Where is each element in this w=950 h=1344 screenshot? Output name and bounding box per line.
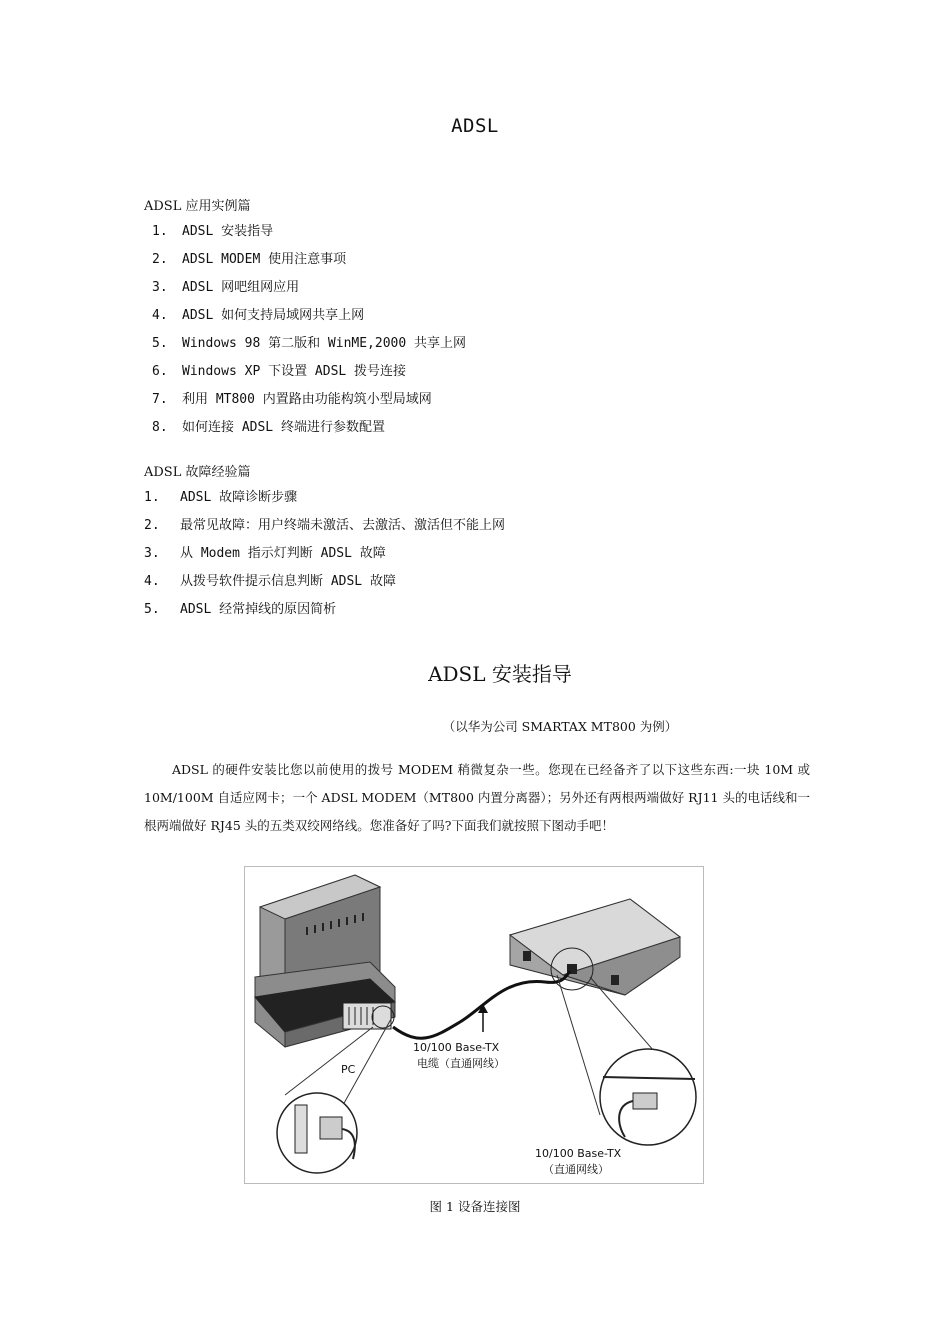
toc-number: 3. [152,280,168,295]
toc-text: 利用 MT800 内置路由功能构筑小型局域网 [182,392,432,407]
toc-number: 3. [144,546,160,561]
toc-text: ADSL 网吧组网应用 [182,280,300,295]
toc-text: Windows 98 第二版和 WinME,2000 共享上网 [182,336,467,351]
toc-item[interactable] [144,358,824,386]
bottom-label-bottom: （直通网线） [543,1163,609,1176]
section-heading: ADSL 故障经验篇 [144,465,251,480]
toc-number: 4. [152,308,168,323]
toc-text: Windows XP 下设置 ADSL 拨号连接 [182,364,407,379]
toc-text: ADSL 如何支持局域网共享上网 [182,308,365,323]
toc-text: ADSL 安装指导 [182,224,274,239]
toc-number: 1. [144,490,160,505]
toc-number: 6. [152,364,168,379]
toc-item[interactable] [144,246,824,274]
toc-number: 7. [152,392,168,407]
toc-item[interactable] [144,540,824,568]
toc-application-section [144,196,824,442]
toc-number: 8. [152,420,168,435]
toc-number: 2. [144,518,160,533]
toc-text: 从拨号软件提示信息判断 ADSL 故障 [180,574,396,589]
article-subtitle: （以华为公司 SMARTAX MT800 为例） [442,719,678,734]
toc-number: 5. [152,336,168,351]
toc-item[interactable] [144,302,824,330]
pc-label: PC [341,1063,356,1076]
toc-item[interactable] [144,330,824,358]
connection-diagram [244,866,704,1184]
pc-computer-icon [255,875,395,1047]
toc-item[interactable] [144,414,824,442]
section-heading: ADSL 应用实例篇 [144,199,251,214]
pc-port-zoom [277,1093,357,1173]
toc-text: 从 Modem 指示灯判断 ADSL 故障 [180,546,386,561]
intro-paragraph: ADSL 的硬件安装比您以前使用的拨号 MODEM 稍微复杂一些。您现在已经备齐了以下这些东西:一块 10M 或 10M/100M 自适应网卡；一个 ADSL MODEM（MT800 内置分离器）；另外还有两根两端做好 RJ11 头的电话线和一根两端做好 RJ45 头的五类双绞网络线。您准备好了吗?下面我们就按照下图动手吧！ [144,762,810,833]
toc-number: 4. [144,574,160,589]
toc-text: ADSL MODEM 使用注意事项 [182,252,347,267]
toc-text: ADSL 经常掉线的原因简析 [180,602,337,617]
toc-item[interactable] [144,218,824,246]
toc-text: 如何连接 ADSL 终端进行参数配置 [182,420,385,435]
article-title: ADSL 安装指导 [428,662,572,686]
toc-item[interactable] [144,512,824,540]
toc-troubleshooting-section [144,462,824,624]
cable-label-bottom: 电缆（直通网线） [417,1057,505,1070]
page-title: ADSL [451,115,499,137]
bottom-label-top: 10/100 Base-TX [535,1147,622,1160]
toc-item[interactable] [144,386,824,414]
toc-text: ADSL 故障诊断步骤 [180,490,298,505]
toc-number: 2. [152,252,168,267]
cable-label-top: 10/100 Base-TX [413,1041,500,1054]
toc-item[interactable] [144,596,824,624]
figure-caption: 图 1 设备连接图 [429,1199,521,1214]
connection-illustration [245,867,703,1183]
toc-item[interactable] [144,274,824,302]
toc-number: 1. [152,224,168,239]
toc-item[interactable] [144,484,824,512]
toc-number: 5. [144,602,160,617]
toc-item[interactable] [144,568,824,596]
toc-text: 最常见故障：用户终端未激活、去激活、激活但不能上网 [180,518,506,533]
